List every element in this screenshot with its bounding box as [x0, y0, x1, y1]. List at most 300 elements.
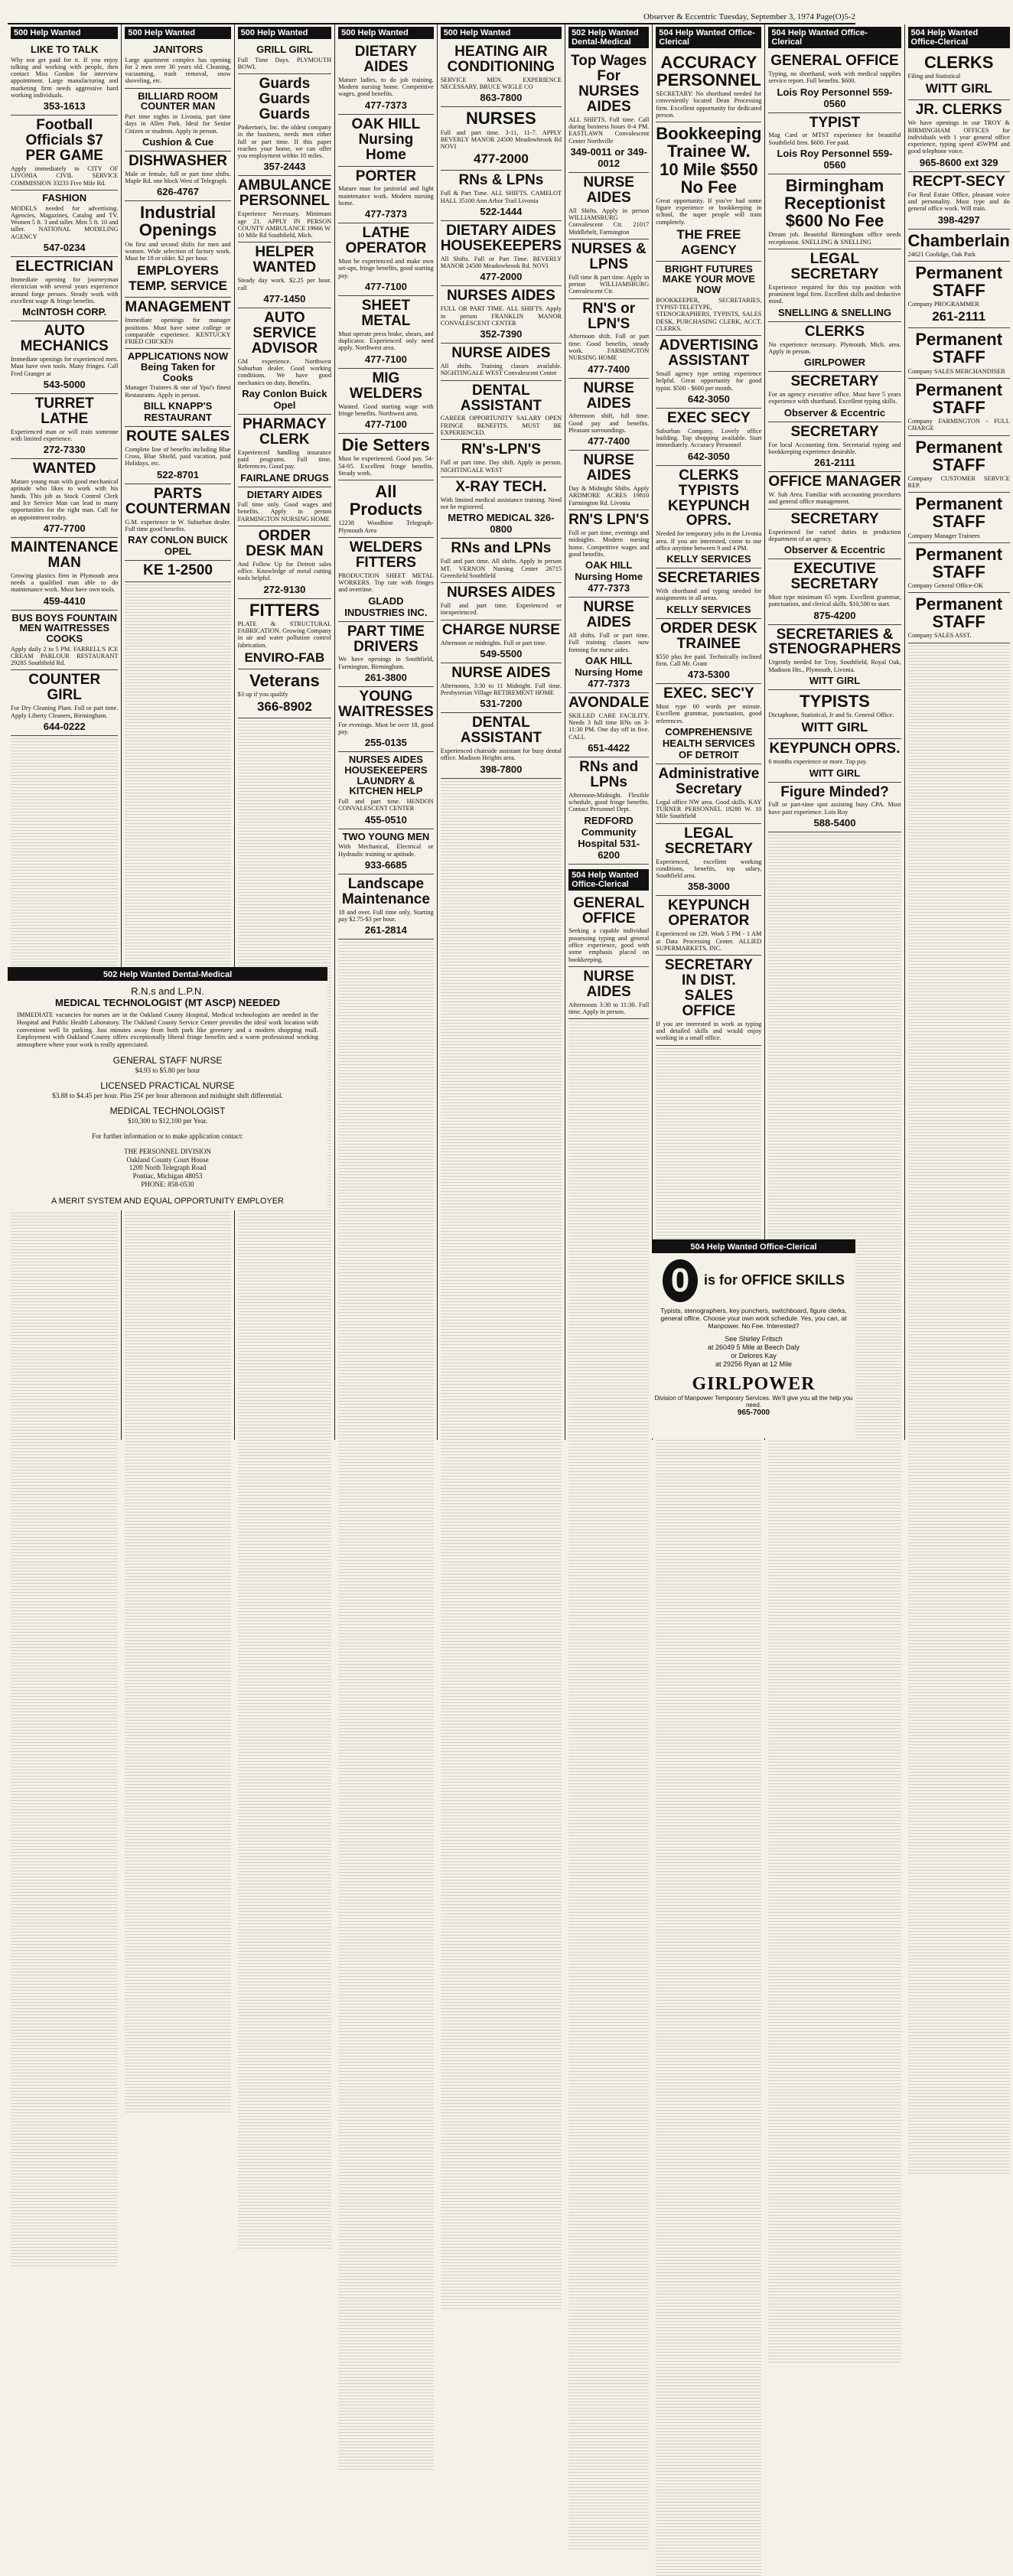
- ad-contact: 353-1613: [43, 100, 86, 112]
- ad-title: DENTAL ASSISTANT: [460, 382, 542, 414]
- ad-body: PLATE & STRUCTURAL FABRICATION. Growing Company in air and water pollution control fabrication.: [237, 620, 332, 649]
- ad-contact: 255-0135: [364, 737, 407, 749]
- ad-body: Experienced man or will train someone with limited experience.: [11, 428, 119, 442]
- classified-ad: [768, 51, 901, 113]
- classified-ad: [908, 493, 1010, 542]
- classified-ad: [441, 344, 562, 381]
- ad-body: Company PROGRAMMER: [907, 301, 979, 308]
- contact-intro: For further information or to make application contact:: [92, 1132, 243, 1140]
- ad-title: SECRETARY IN DIST. SALES OFFICE: [664, 957, 753, 1019]
- classified-ad: [568, 510, 649, 598]
- section-header: 500 Help Wanted: [11, 27, 118, 39]
- ad-title: CLERKS TYPISTS KEYPUNCH OPRS.: [668, 467, 750, 529]
- ad-body: Mag Card or MTST experience for beautiful Southfield firm. $600. Fee paid.: [768, 132, 901, 146]
- classified-ad: [908, 51, 1010, 100]
- ad-contact: GIRLPOWER: [803, 357, 866, 369]
- classified-ad: [441, 620, 562, 663]
- classified-ad: [125, 298, 230, 349]
- ad-title: ROUTE SALES: [125, 428, 230, 445]
- ad-body: Full and part time. All shifts. Apply in person MT. VERNON Nursing Center 26715 Greenfield Southfield: [440, 558, 562, 579]
- ad-body: ALL SHIFTS. Full time. Call during business hours 8-4 PM. EASTLAWN Convalescent Center Northville: [568, 116, 650, 145]
- ad-title: EXEC SECY: [666, 409, 751, 426]
- ad-title: JANITORS: [152, 44, 204, 55]
- classified-ad: [441, 42, 562, 107]
- ad-contact: 352-7390: [480, 328, 523, 340]
- ad-body: Company SALES MERCHANDISER: [907, 367, 1005, 375]
- ad-title: BUS BOYS FOUNTAIN MEN WAITRESSES COOKS: [11, 611, 118, 644]
- ad-body: With shorthand and typing needed for assignments in all areas.: [656, 588, 762, 602]
- ad-title: GENERAL OFFICE: [573, 894, 645, 927]
- ad-body: Company General Office-OK: [907, 581, 983, 589]
- section-header: 500 Help Wanted: [238, 27, 331, 39]
- ad-contact: 477-1450: [263, 292, 306, 304]
- ad-title: ELECTRICIAN: [15, 259, 114, 275]
- ad-contact: WITT GIRL: [809, 767, 861, 779]
- ad-contact: 531-7200: [480, 698, 523, 710]
- ad-title: DISHWASHER: [129, 152, 227, 169]
- ad-title: TURRET LATHE: [34, 395, 94, 427]
- ad-body: Experienced, excellent working conditions, benefits, top salary, Southfield area.: [656, 858, 762, 880]
- classified-ad: [238, 487, 331, 526]
- classified-ad: [768, 625, 901, 690]
- classified-ad: [338, 434, 434, 480]
- ad-body: Apply daily 2 to 5 PM. FARRELL'S ICE CREAM PARLOUR RESTAURANT 29285 Southfield Rd.: [11, 645, 119, 667]
- ad-title: RN'S or LPN'S: [582, 300, 636, 332]
- locations: [652, 1335, 855, 1369]
- classified-ad: [11, 670, 118, 735]
- ad-contact: 261-3800: [364, 672, 407, 684]
- ad-title: Permanent STAFF: [915, 437, 1003, 474]
- ad-title: OAK HILL Nursing Home: [351, 116, 421, 163]
- ad-title: X-RAY TECH.: [455, 478, 547, 495]
- ad-title: NURSE AIDES: [583, 452, 634, 484]
- ad-contact: Observer & Eccentric: [783, 544, 886, 556]
- section-header: 502 Help Wanted Dental-Medical: [568, 27, 649, 48]
- classified-ad: [656, 568, 761, 619]
- ad-title: Bookkeeping Trainee W. 10 Mile $550 No Fee: [656, 124, 762, 197]
- ad-title: NURSES AIDES HOUSEKEEPERS LAUNDRY & KITCHEN HELP: [344, 754, 428, 797]
- ad-contact: 644-0222: [43, 720, 86, 732]
- ad-body: We have openings in our TROY & BIRMINGHAM OFFICES for individuals with 1 year general office experience, typing speed 45WPM and good telephone voice.: [907, 119, 1010, 155]
- ad-body: Full or part time. Day shift. Apply in person. NIGHTINGALE WEST: [440, 459, 562, 474]
- ad-title: LEGAL SECRETARY: [664, 825, 753, 857]
- ad-body: Company FARMINGTON - FULL CHARGE: [907, 418, 1010, 432]
- classified-ad: [908, 379, 1010, 436]
- ad-body: Full time only. Good wages and benefits. Apply in person FARMINGTON NURSING HOME: [237, 501, 332, 523]
- ad-body: Must type 60 words per minute. Excellent grammar, punctuation, good references.: [656, 703, 762, 725]
- section-header: 500 Help Wanted: [125, 27, 230, 39]
- ad-contact: 357-2443: [263, 161, 306, 173]
- job-salary: $3.88 to $4.45 per hour. Plus 25¢ per hour afternoon and midnight shift differential.: [52, 1091, 283, 1099]
- classified-ad: [656, 51, 761, 122]
- classified-ad: [656, 684, 761, 764]
- classified-ad: [11, 321, 118, 394]
- ad-headline: R.N.s and L.P.N.: [131, 985, 204, 997]
- ad-body: 24621 Coolidge, Oak Park: [907, 250, 976, 258]
- classified-ad: [11, 394, 118, 459]
- section-header: 504 Help Wanted Office-Clerical: [568, 869, 649, 891]
- classified-ad: [568, 379, 649, 451]
- ad-title: HEATING AIR CONDITIONING: [447, 44, 555, 75]
- ad-title: BRIGHT FUTURES MAKE YOUR MOVE NOW: [662, 262, 755, 296]
- small-print: [568, 1019, 649, 2549]
- ad-title: SECRETARIES & STENOGRAPHERS: [768, 626, 901, 658]
- ad-contact: 455-0510: [364, 813, 407, 826]
- ad-body: Experienced for varied duties in production department of an agency.: [768, 528, 901, 542]
- ad-body: Afternoon or midnights. Full or part time.: [440, 639, 547, 646]
- ad-contact: 522-1444: [480, 205, 523, 217]
- classified-ad: [656, 262, 761, 336]
- ad-title: TYPIST: [809, 114, 861, 131]
- ad-body: G.M. experience in W. Suburban dealer. Full time good benefits.: [125, 518, 231, 532]
- ad-body: All Shifts. Full or Part Time. BEVERLY MANOR 24500 Meadowbrook Rd. NOVI: [440, 255, 562, 270]
- ad-contact: OAK HILL Nursing Home 477-7373: [575, 654, 643, 689]
- classified-ad: [238, 243, 331, 308]
- classified-ad: [238, 74, 331, 176]
- classified-ad: [656, 409, 761, 466]
- ad-title: CHARGE NURSE: [441, 621, 560, 638]
- ad-title: PARTS COUNTERMAN: [125, 485, 231, 517]
- small-print: [338, 940, 434, 2470]
- job-salary: $10,300 to $12,100 per Year.: [128, 1116, 207, 1125]
- ad-contact: 366-8902: [256, 699, 312, 715]
- ad-title: NURSE AIDES: [583, 968, 634, 1000]
- ad-body: Great opportunity. If you've had some figure experience or bookkeeping in school, the super people will train completely.: [656, 197, 762, 226]
- classified-ad: [125, 201, 230, 298]
- classified-ad: [238, 526, 331, 599]
- ad-body: Mature young man with good mechanical aptitude who likes to work with his hands. This job as Stock Control Clerk and Ice Service Man can lead to many opportunities for the right man. Call for an appointment today.: [11, 478, 119, 521]
- ad-contact: 875-4200: [813, 609, 856, 621]
- small-print: [768, 832, 901, 2363]
- ad-title: Figure Minded?: [780, 783, 889, 800]
- classified-ad: [441, 381, 562, 441]
- classified-ad: [768, 472, 901, 510]
- zero-headline: [652, 1259, 855, 1302]
- ad-body: Seeking a capable individual possessing typing and general office experience, good with some emphasis placed on bookkeeping.: [568, 927, 650, 963]
- classified-ad: [441, 663, 562, 714]
- classified-ad: [441, 107, 562, 171]
- ad-title: ORDER DESK MAN: [246, 528, 324, 559]
- ad-title: All Products: [349, 482, 423, 519]
- classified-columns: [8, 24, 1010, 1440]
- ad-contact: KELLY SERVICES: [666, 553, 751, 565]
- ad-contact: Observer & Eccentric: [783, 406, 886, 418]
- ad-contact: METRO MEDICAL 326-0800: [448, 512, 555, 536]
- ad-title: AMBULANCE PERSONNEL: [237, 177, 332, 210]
- classified-ad: [768, 510, 901, 560]
- location-line: at 26049 5 Mile at Beech Daly: [707, 1343, 800, 1351]
- column: [8, 24, 122, 1440]
- eoe-statement: A MERIT SYSTEM AND EQUAL OPPORTUNITY EMPLOYER: [51, 1196, 284, 1206]
- classified-ad: [238, 599, 331, 669]
- ad-title: Permanent STAFF: [915, 594, 1003, 632]
- classified-ad: [768, 690, 901, 739]
- ad-body: 12238 Woodbine Telegraph-Plymouth Area: [338, 519, 434, 534]
- ad-title: TWO YOUNG MEN: [342, 830, 430, 842]
- classified-ad: [908, 328, 1010, 378]
- ad-contact: THE FREE AGENCY: [676, 226, 741, 257]
- ad-contact: 965-8600 ext 329: [919, 156, 998, 168]
- ad-body: SERVICE MEN. EXPERIENCE NECESSARY. BRUCE WIGLE CO: [440, 76, 562, 91]
- ad-body: Mature ladies, to do job training. Modern nursing home. Competitive wages, good benefits.: [338, 76, 434, 98]
- classified-ad: [338, 622, 434, 687]
- ad-body: For evenings. Must be over 18, good pay.: [338, 721, 434, 736]
- classified-ad: [11, 257, 118, 321]
- ad-contact: 272-7330: [43, 444, 86, 456]
- ad-body: For Dry Cleaning Plant. Full or part time. Apply Liberty Cleaners, Birmingham.: [11, 705, 119, 719]
- ad-body: $550 plus fee paid. Technically inclined firm. Call Mr. Grant: [656, 653, 762, 667]
- ad-contact: 473-5300: [687, 669, 730, 681]
- classified-ad: [568, 757, 649, 865]
- ad-contact: 588-5400: [813, 817, 856, 829]
- ad-title: NURSES AIDES: [446, 288, 555, 304]
- ad-contact: 477-7100: [364, 353, 407, 365]
- ad-body: Must be experienced. Good pay. 54-54-95. Excellent fringe benefits. Steady work.: [338, 455, 434, 477]
- classified-ad: [338, 829, 434, 874]
- ad-title: RN's-LPN'S: [461, 441, 541, 458]
- column: [653, 24, 765, 1440]
- classified-ad: [568, 173, 649, 239]
- classified-ad: [338, 223, 434, 296]
- ad-title: GENERAL OFFICE: [770, 53, 899, 69]
- location-line: or Delores Kay: [731, 1352, 777, 1360]
- ad-body: SECRETARY: No shorthand needed for conveniently located Dean Processing firm. Excellent opportunity for dedicated person.: [656, 90, 762, 119]
- ad-title: KE 1-2500: [143, 562, 213, 579]
- section-header: 504 Help Wanted Office-Clerical: [908, 27, 1010, 48]
- classified-ad: [656, 956, 761, 1046]
- ad-title: JR. CLERKS: [915, 102, 1002, 119]
- job-salary: $4.93 to $5.80 per hour: [135, 1066, 200, 1074]
- ad-contact: 549-5500: [480, 647, 523, 659]
- ad-title: Chamberlain: [907, 230, 1010, 250]
- ad-contact: 477-7100: [364, 281, 407, 293]
- ad-contact: 642-3050: [687, 392, 730, 405]
- ad-contact: 272-9130: [263, 583, 306, 595]
- ad-body: Full and part time. 3-11, 11-7. APPLY BEVERLY MANOR 24500 Meadowbrook Rd NOVI: [440, 129, 562, 151]
- ad-body: Small agency type setting experience helpful. Great opportunity for good typist. $500 - $600 per month.: [656, 370, 762, 392]
- column: [565, 24, 653, 1440]
- ad-title: DIETARY AIDES: [354, 44, 418, 75]
- ad-body: Complete line of benefits including Blue Cross, Blue Shield, paid vacation, paid Holidays, etc.: [125, 445, 231, 467]
- ad-title: PORTER: [355, 168, 416, 184]
- ad-body: Afternoon shift. Full or part time. Good benefits, steady work. FARMINGTON NURSING HOME: [568, 333, 650, 362]
- classified-ad: [125, 427, 230, 484]
- ad-body: Typing, no shorthand, work with medical supplies service report. Full benefits. $600.: [768, 70, 901, 85]
- small-print: [441, 779, 562, 2309]
- ad-body: For Real Estate Office, pleasant voice and personality. Must type and do general office work. Will train.: [907, 191, 1010, 213]
- classified-ad: [568, 693, 649, 757]
- classified-ad: [338, 752, 434, 829]
- contact-line: PHONE: 858-0530: [141, 1181, 194, 1189]
- classified-ad: [568, 967, 649, 1019]
- classified-ad: [908, 262, 1010, 328]
- ad-title: COUNTER GIRL: [28, 672, 101, 704]
- ad-body: Company CUSTOMER SERVICE REP.: [907, 474, 1010, 490]
- ad-contact: 477-7700: [43, 522, 86, 534]
- classified-ad: [441, 713, 562, 778]
- ad-body: CAREER OPPORTUNITY SALARY OPEN FRINGE BENEFITS. MUST BE EXPERIENCED.: [440, 415, 562, 437]
- classified-ad: [568, 239, 649, 299]
- section-header: 504 Help Wanted Office-Clerical: [656, 27, 761, 48]
- ad-contact: Ray Conlon Buick Opel: [242, 387, 327, 411]
- ad-headline-sub: MEDICAL TECHNOLOGIST (MT ASCP) NEEDED: [55, 997, 280, 1008]
- ad-body: FULL OR PART TIME. ALL SHIFTS. Apply in person FRANKLIN MANOR CONVALESCENT CENTER: [440, 305, 562, 327]
- ad-body: With limited medical assistance training. Need not be registered.: [440, 496, 562, 511]
- ad-body: Immediate openings for experienced men. Must have own tools. Many fringes. Call Fred Granger at: [11, 355, 119, 377]
- classified-ad: [338, 42, 434, 115]
- classified-ad: [656, 824, 761, 897]
- classified-ad: [238, 669, 331, 718]
- column: [335, 24, 438, 1440]
- ad-body: Full & Part Time. ALL SHIFTS. CAMELOT HALL 35100 Ann Arbor Trail Livonia: [440, 190, 562, 204]
- ad-body: Afternoons, 3:30 to 11 Midnight. Full time. Presbyterian Village RETIREMENT HOME: [440, 682, 562, 697]
- classified-ad: [568, 299, 649, 379]
- classified-ad: [11, 459, 118, 538]
- ad-title: MAINTENANCE MAN: [11, 539, 119, 571]
- ad-title: LATHE OPERATOR: [345, 225, 427, 257]
- ad-body: Part time nights in Livonia, part time days in Allen Park. Ideal for Senior Citizen or students. Apply in person.: [125, 113, 231, 135]
- column: [438, 24, 565, 1440]
- ad-title: SECRETARY: [790, 510, 879, 527]
- ad-title: OFFICE MANAGER: [768, 474, 901, 490]
- classified-ad: [768, 372, 901, 422]
- ad-title: CLERKS: [923, 53, 994, 72]
- contact-address: [8, 1148, 327, 1189]
- ad-title: PHARMACY CLERK: [243, 415, 327, 448]
- ad-contact: 522-8701: [157, 468, 199, 480]
- column: [765, 24, 904, 1440]
- ad-title: Die Setters: [341, 435, 430, 455]
- ad-contact: 547-0234: [43, 242, 86, 254]
- masthead: Observer & Eccentric Tuesday, September 3, 1974 Page(O)5-2: [8, 5, 855, 24]
- ad-contact: 398-7800: [480, 763, 523, 775]
- brand-tagline: Division of Manpower Temporary Services. We'll give you all the help you need.: [654, 1394, 853, 1408]
- small-print: [125, 582, 230, 2112]
- job-title: LICENSED PRACTICAL NURSE: [100, 1080, 235, 1091]
- ad-body: Experienced on 129. Work 5 PM - 1 AM at Data Processing Center. ALLIED SUPERMARKETS, INC.: [656, 930, 762, 952]
- ad-title: ACCURACY PERSONNEL: [656, 53, 761, 90]
- ad-title: ORDER DESK TRAINEE: [660, 620, 757, 652]
- ad-contact: BILL KNAPP'S RESTAURANT: [143, 399, 213, 423]
- small-print: [11, 736, 118, 2266]
- ad-body: 18 and over. Full time only. Starting pay $2.75-$3 per hour.: [338, 908, 434, 923]
- contact-line: Oakland County Court House: [126, 1155, 209, 1164]
- classified-ad: [125, 484, 230, 561]
- ad-title: Birmingham Receptionist $600 No Fee: [783, 176, 885, 231]
- ad-title: NURSES: [466, 109, 536, 129]
- classified-ad: [338, 480, 434, 538]
- ad-contact: REDFORD Community Hospital 531-6200: [578, 814, 640, 861]
- ad-contact: 261-2111: [932, 309, 986, 324]
- location-line: at 29256 Ryan at 12 Mile: [715, 1360, 793, 1369]
- ad-body: $3 up if you qualify: [237, 691, 288, 699]
- ad-body: Dictaphone, Statistical, Jr and Sr. General Office.: [768, 712, 894, 719]
- classified-ad: [11, 42, 118, 116]
- ad-contact: WITT GIRL: [925, 81, 992, 96]
- ad-body: With Mechanical, Electrical or Hydraulic training or aptitude.: [338, 843, 434, 858]
- ad-title: APPLICATIONS NOW Being Taken for Cooks: [127, 350, 229, 383]
- ad-body: Afternoons 3:30 to 11:30. Full time. Apply in person.: [568, 1001, 650, 1016]
- classified-ad: [656, 896, 761, 956]
- ad-body: Company Manager Trainees: [907, 532, 980, 539]
- ad-body: Apply immediately to CITY OF LIVONIA CIVIL SERVICE COMMISSION 33233 Five Mile Rd.: [11, 165, 119, 187]
- ad-contact: OAK HILL Nursing Home 477-7373: [575, 559, 643, 594]
- ad-title: Football Officials $7 PER GAME: [25, 117, 103, 164]
- ad-title: SHEET METAL: [361, 298, 411, 329]
- ad-body: All shifts. Training classes available. NIGHTINGALE WEST Convalescent Center: [440, 363, 562, 377]
- ad-body: Experience Necessary. Minimum age 21. APPLY IN PERSON COUNTY AMBULANCE 19666 W. 10 Mile Rd Southfield, Mich.: [237, 210, 332, 239]
- ad-body: MODELS needed for advertising. Agencies, Magazines, Catalog and TV. Women 5 ft. 3 and taller. Men 5 ft. 10 and taller. NATIONAL MODELING AGENCY: [11, 204, 119, 240]
- ad-contact: 477-7373: [364, 99, 407, 111]
- ad-body: And Follow Up for Detroit sales office. Knowledge of metal cutting tools helpful.: [237, 560, 332, 582]
- contact-line: THE PERSONNEL DIVISION: [124, 1147, 211, 1155]
- zero-glyph: 0: [663, 1259, 698, 1302]
- ad-body: PRODUCTION SHEET METAL WORKERS. Top rate with fringes and overtime.: [338, 572, 434, 594]
- ad-body: W. Sub Area. Familiar with accounting procedures and general office management.: [768, 491, 901, 506]
- classified-ad: [568, 51, 649, 173]
- classified-ad: [11, 116, 118, 191]
- brand-logo: GIRLPOWER: [692, 1373, 816, 1394]
- ad-contact: Lois Roy Personnel 559-0560: [777, 86, 893, 109]
- ad-contact: 477-7100: [364, 418, 407, 431]
- ad-title: RN'S LPN'S: [568, 512, 650, 529]
- ad-title: Permanent STAFF: [915, 262, 1003, 300]
- classified-ad: [656, 619, 761, 684]
- ad-title: EXEC. SEC'Y: [663, 686, 754, 702]
- classified-ad: [125, 151, 230, 202]
- ad-title: YOUNG WAITRESSES: [338, 689, 434, 720]
- ad-title: DIETARY AIDES: [246, 488, 323, 500]
- column: [122, 24, 234, 1440]
- classified-ad: [441, 583, 562, 620]
- ad-body: Filing and Statistical: [907, 73, 961, 80]
- girlpower-ad: [652, 1239, 855, 1438]
- section-header: 504 Help Wanted Office-Clerical: [652, 1241, 855, 1253]
- ad-body: Manager Trainees & one of Ypsi's finest Restaurants. Apply in person.: [125, 384, 231, 399]
- ad-title: RNs and LPNs: [451, 540, 552, 557]
- ad-title: DENTAL ASSISTANT: [460, 715, 542, 747]
- classified-ad: [11, 191, 118, 257]
- classified-ad: [656, 764, 761, 824]
- ad-contact: WITT GIRL: [809, 674, 861, 686]
- job-list: [8, 1055, 327, 1125]
- classified-ad: [441, 539, 562, 583]
- ad-title: NURSE AIDES: [583, 599, 634, 631]
- ad-body: Growing plastics firm in Plymouth area needs a qualified man able to do maintenance work. Must have own tools.: [11, 572, 119, 594]
- oakland-county-ad: [8, 967, 327, 1210]
- classified-ad: [908, 230, 1010, 262]
- classified-ad: [441, 221, 562, 286]
- ad-title: MIG WELDERS: [349, 370, 422, 402]
- ad-contact: 477-7400: [588, 435, 630, 448]
- ad-contact: 459-4410: [43, 594, 86, 607]
- ad-title: SECRETARIES: [657, 570, 761, 587]
- classified-ad: [768, 174, 901, 249]
- classified-ad: [125, 42, 230, 89]
- classified-ad: [768, 422, 901, 473]
- section-header: 504 Help Wanted Office-Clerical: [768, 27, 901, 48]
- ad-body: BOOKKEEPER, SECRETARIES, TYPIST-TELETYPE, STENOGRAPHERS, TYPISTS, SALES DESK, PURCHASING CLERK, ACCT. CLERKS.: [656, 296, 762, 332]
- classified-ad: [656, 336, 761, 409]
- classified-ad: [125, 561, 230, 582]
- location-line: See Shirley Fritsch: [725, 1334, 783, 1343]
- ad-title: NURSE AIDES: [451, 345, 551, 362]
- ad-title: RECPT-SECY: [912, 173, 1005, 190]
- zero-text: is for OFFICE SKILLS: [703, 1272, 845, 1288]
- ad-title: NURSES AIDES: [446, 585, 555, 601]
- ad-title: Permanent STAFF: [915, 379, 1003, 417]
- ad-body: Experience required for this top position with prominent legal firm. Excellent skills and deductive mind.: [768, 283, 901, 305]
